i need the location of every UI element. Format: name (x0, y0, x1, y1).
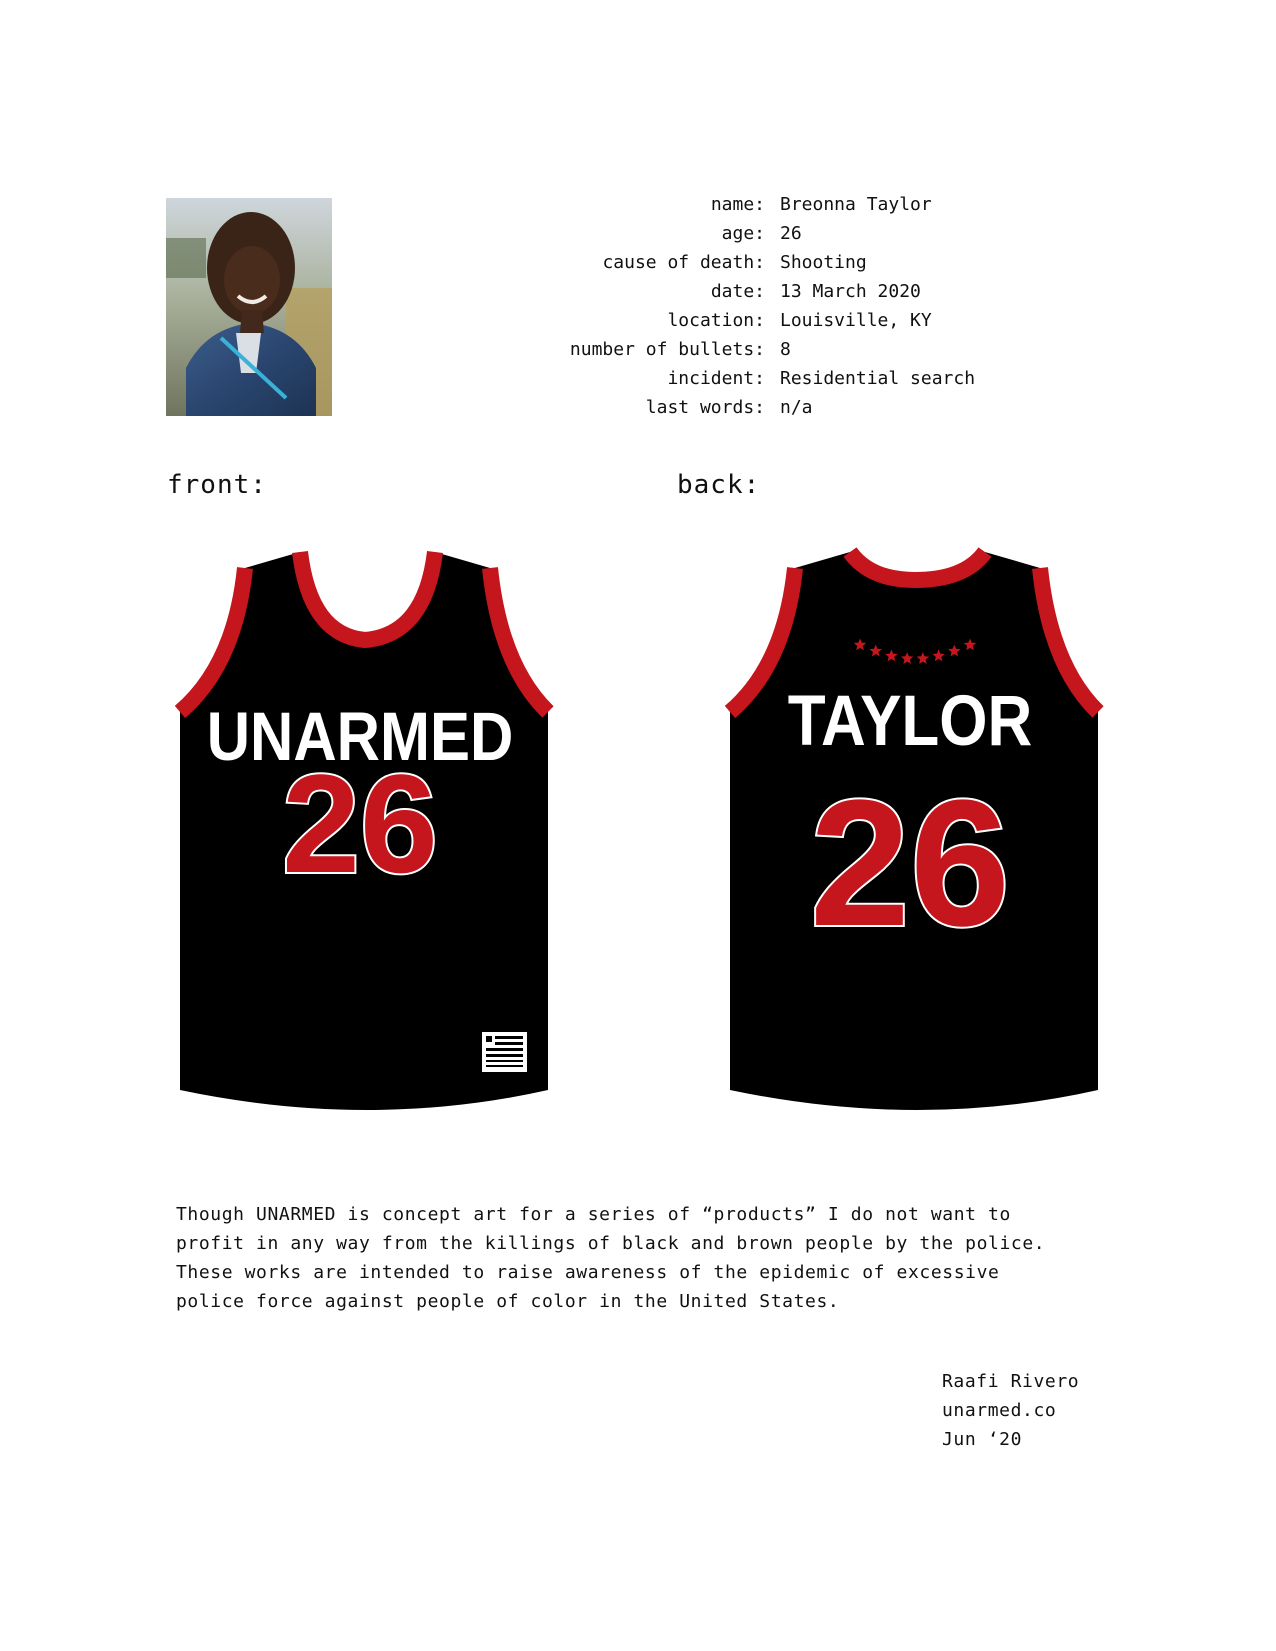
profile-value: 13 March 2020 (780, 281, 921, 302)
statement (176, 1200, 1116, 1316)
profile-row (430, 248, 1030, 277)
statement-line: Though UNARMED is concept art for a series of “products” I do not want to (176, 1204, 1011, 1225)
profile-row (430, 335, 1030, 364)
signature (942, 1367, 1079, 1454)
front-wordmark: UNARMED (206, 697, 514, 775)
statement-line: police force against people of color in the United States. (176, 1291, 840, 1312)
profile-value: Residential search (780, 368, 976, 389)
front-label: front: (167, 470, 267, 500)
profile-row (430, 190, 1030, 219)
profile-info (430, 190, 1030, 422)
profile-value: Shooting (780, 252, 867, 273)
signature-name: Raafi Rivero (942, 1371, 1080, 1392)
statement-line: These works are intended to raise awareness of the epidemic of excessive (176, 1262, 1000, 1283)
profile-row (430, 393, 1030, 422)
portrait-image (166, 198, 332, 416)
profile-label: date: (710, 281, 765, 302)
signature-site: unarmed.co (942, 1400, 1057, 1421)
profile-value: Louisville, KY (780, 310, 932, 331)
signature-date: Jun ‘20 (942, 1429, 1023, 1450)
profile-row (430, 219, 1030, 248)
profile-value: 26 (780, 223, 802, 244)
profile-row (430, 364, 1030, 393)
profile-label: name: (710, 194, 765, 215)
profile-row (430, 306, 1030, 335)
profile-row (430, 277, 1030, 306)
profile-value: n/a (780, 397, 813, 418)
back-neck-trim (850, 552, 985, 580)
front-jersey (170, 545, 570, 1130)
back-label: back: (677, 470, 761, 500)
profile-label: age: (721, 223, 765, 244)
profile-label: last words: (645, 397, 765, 418)
back-number: 26 (809, 763, 1011, 964)
profile-label: number of bullets: (569, 339, 765, 360)
back-player-name: TAYLOR (787, 682, 1033, 762)
jock-tag (482, 1032, 527, 1072)
back-jersey (720, 545, 1120, 1130)
profile-value: Breonna Taylor (780, 194, 932, 215)
profile-label: cause of death: (602, 252, 765, 273)
profile-value: 8 (780, 339, 791, 360)
front-number: 26 (282, 745, 438, 902)
profile-label: location: (667, 310, 765, 331)
portrait-photo (166, 198, 332, 416)
profile-label: incident: (667, 368, 765, 389)
statement-line: profit in any way from the killings of black and brown people by the police. (176, 1233, 1046, 1254)
